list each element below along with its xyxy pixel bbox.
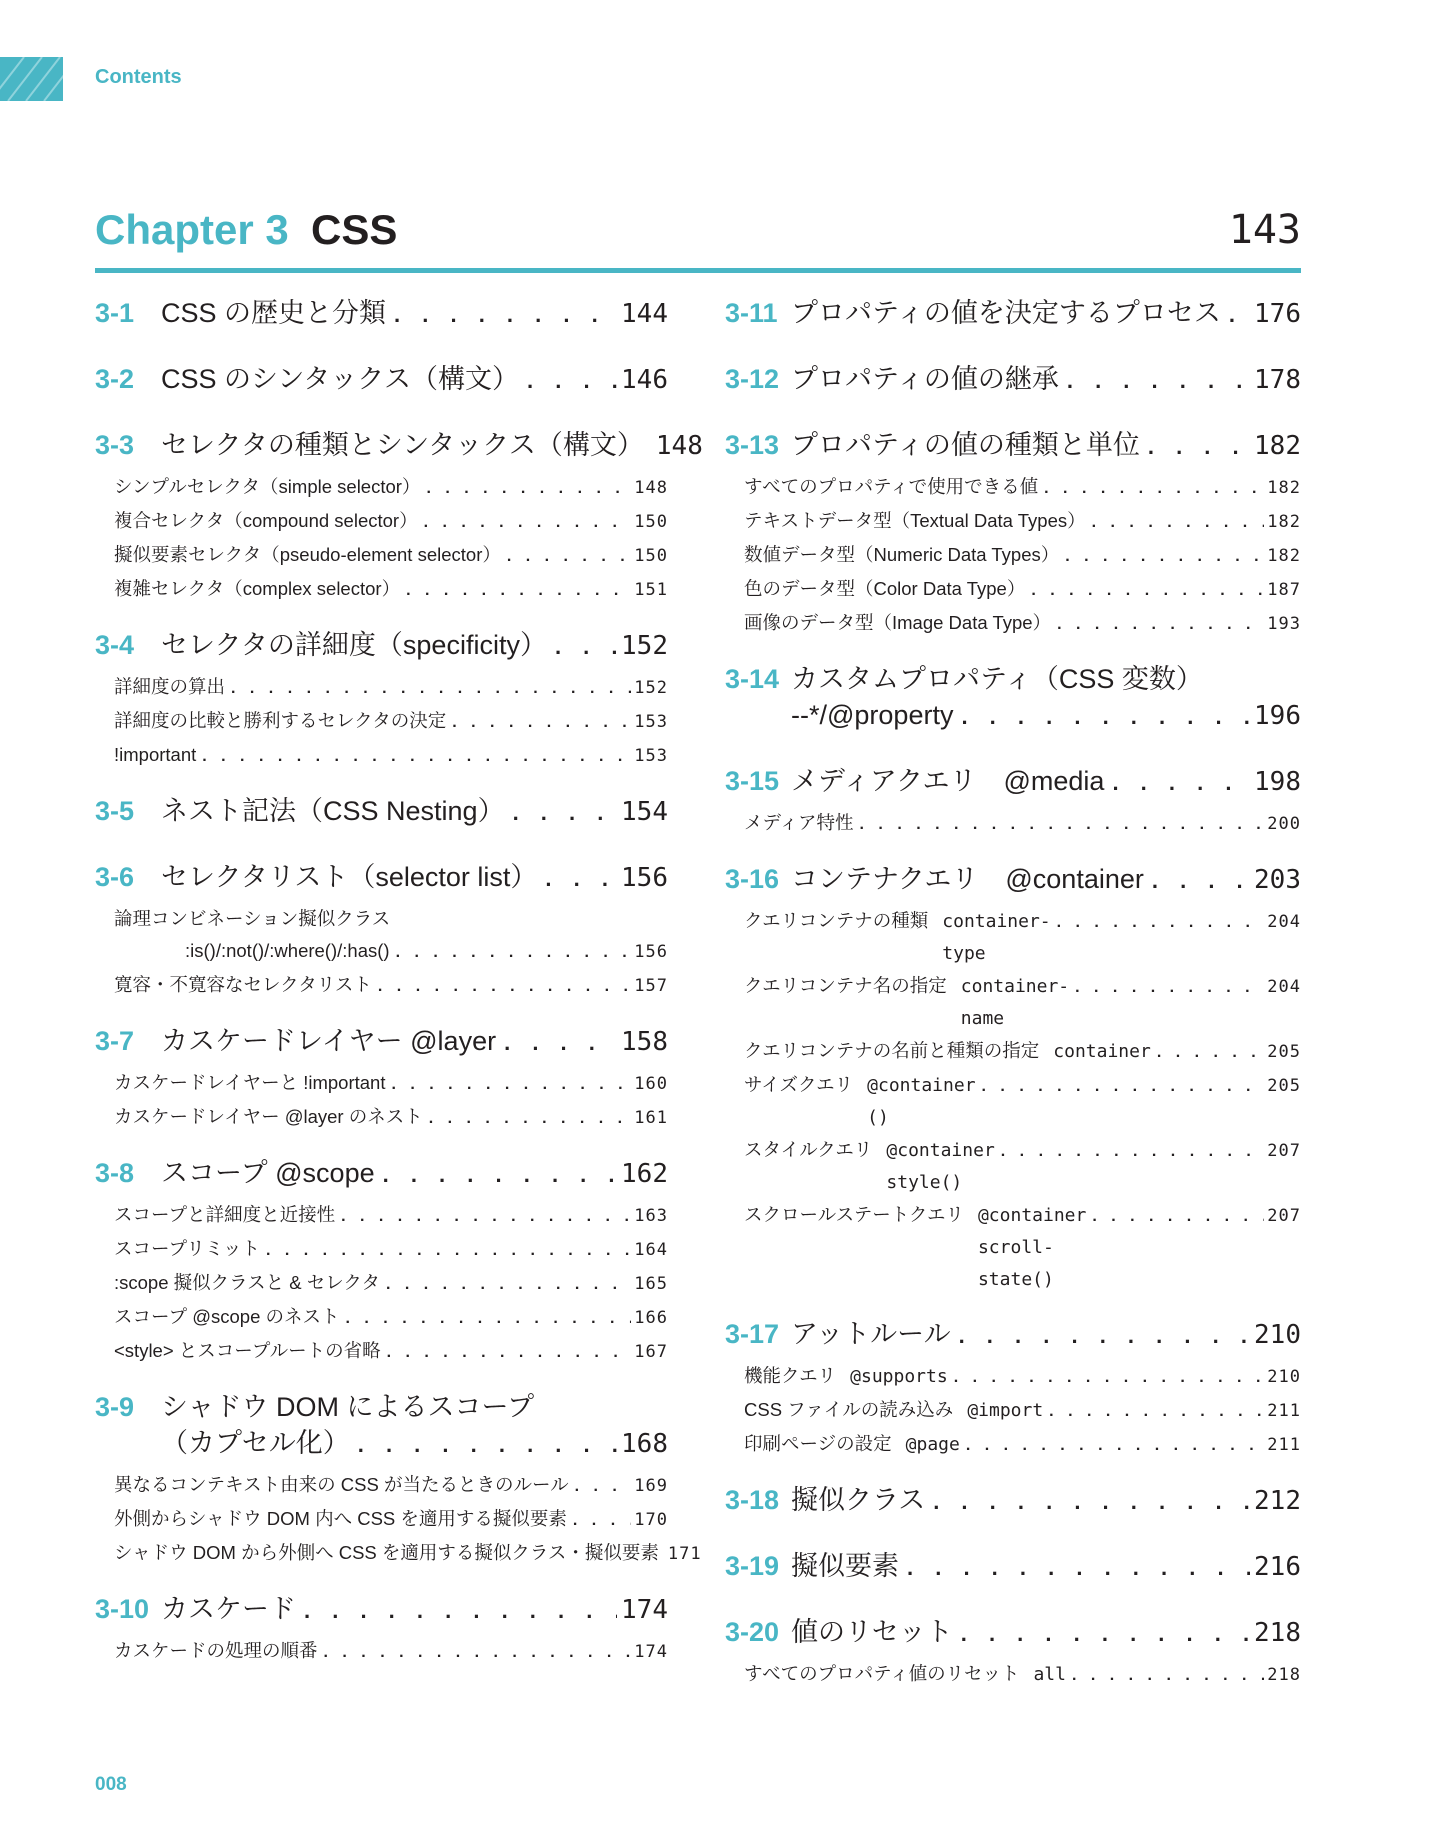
leader-dots xyxy=(954,1362,1265,1394)
subsection-title: スタイルクエリ xyxy=(744,1139,873,1160)
leader-dots xyxy=(933,1484,1250,1520)
toc-section-heading[interactable] xyxy=(95,793,668,831)
chapter-page: 143 xyxy=(1228,207,1301,253)
leader-dots xyxy=(1031,575,1264,607)
toc-section xyxy=(725,427,1301,641)
leader-dots xyxy=(907,1550,1250,1586)
section-page: 146 xyxy=(621,365,668,395)
subsection-title: CSS ファイルの読み込み xyxy=(744,1399,954,1420)
section-page: 162 xyxy=(621,1159,668,1189)
toc-section xyxy=(725,861,1301,1296)
section-title: アットルール xyxy=(791,1319,951,1349)
toc-section-heading[interactable] xyxy=(725,661,1301,697)
subsection-page: 169 xyxy=(634,1476,668,1496)
leader-dots xyxy=(346,1303,632,1335)
subsection-page: 170 xyxy=(634,1510,668,1530)
section-title: シャドウ DOM によるスコープ xyxy=(161,1392,535,1422)
subsection-title: スコープ @scope のネスト xyxy=(114,1306,340,1327)
section-page: 144 xyxy=(621,299,668,329)
leader-dots xyxy=(573,1505,631,1537)
toc-section xyxy=(725,1316,1301,1462)
toc-section-heading[interactable] xyxy=(95,1155,668,1193)
leader-dots xyxy=(1067,363,1250,399)
section-number: 3-1 xyxy=(95,298,135,328)
toc-subsection[interactable] xyxy=(95,573,668,607)
section-page: 203 xyxy=(1254,865,1301,895)
subsection-title: 寛容・不寛容なセレクタリスト xyxy=(114,974,372,995)
toc-section-heading[interactable] xyxy=(725,1548,1301,1586)
toc-section-heading[interactable] xyxy=(95,627,668,665)
toc-section-heading[interactable] xyxy=(725,763,1301,801)
section-title-continued: （カプセル化） xyxy=(161,1428,350,1458)
subsection-page: 182 xyxy=(1267,512,1301,532)
toc-subsection[interactable] xyxy=(725,539,1301,573)
toc-subsection[interactable] xyxy=(95,1267,668,1301)
leader-dots xyxy=(324,1637,632,1669)
section-title: コンテナクエリ @container xyxy=(791,864,1144,894)
subsection-page: 153 xyxy=(634,746,668,766)
section-page: 218 xyxy=(1254,1618,1301,1648)
leader-dots xyxy=(575,1471,632,1503)
toc-subsection[interactable] xyxy=(95,1233,668,1267)
toc-left-column xyxy=(95,295,703,1689)
section-number: 3-4 xyxy=(95,630,135,660)
section-page: 152 xyxy=(621,631,668,661)
toc-section-heading[interactable] xyxy=(725,361,1301,399)
section-page: 158 xyxy=(621,1027,668,1057)
toc-section-heading[interactable] xyxy=(725,1614,1301,1652)
subsection-page: 161 xyxy=(634,1108,668,1128)
toc-section xyxy=(95,627,668,773)
subsection-page: 205 xyxy=(1267,1076,1301,1096)
leader-dots xyxy=(424,507,632,539)
section-title: メディアクエリ @media xyxy=(791,766,1105,796)
toc-section xyxy=(95,361,668,399)
toc-section-heading[interactable] xyxy=(725,1316,1301,1354)
section-page: 196 xyxy=(1254,701,1301,731)
subsection-title: 印刷ページの設定 xyxy=(744,1433,892,1454)
subsection-title-continued: :is()/:not()/:where()/:has() xyxy=(185,940,390,961)
toc-subsection[interactable] xyxy=(725,1069,1301,1134)
leader-dots xyxy=(231,673,631,705)
running-head: Contents xyxy=(95,66,182,88)
toc-section-heading[interactable] xyxy=(95,1591,668,1629)
leader-dots xyxy=(1049,1396,1264,1428)
subsection-page: 152 xyxy=(634,678,668,698)
toc-section xyxy=(725,763,1301,841)
leader-dots xyxy=(1148,429,1250,465)
subsection-page: 174 xyxy=(634,1642,668,1662)
section-number: 3-6 xyxy=(95,862,135,892)
subsection-title: シンプルセレクタ（simple selector） xyxy=(114,476,421,497)
chapter-title: CSS xyxy=(311,206,398,253)
toc-subsection[interactable] xyxy=(95,1537,702,1571)
subsection-page: 160 xyxy=(634,1074,668,1094)
toc-section xyxy=(95,1023,668,1135)
corner-stripe-decoration xyxy=(0,57,63,101)
section-title: プロパティの値を決定するプロセス xyxy=(791,298,1221,328)
section-number: 3-10 xyxy=(95,1594,150,1624)
toc-subsection[interactable] xyxy=(95,1635,668,1669)
subsection-title: 詳細度の算出 xyxy=(114,676,226,697)
section-page: 212 xyxy=(1254,1486,1301,1516)
toc-subsection[interactable] xyxy=(95,1335,668,1369)
section-number: 3-14 xyxy=(725,664,780,694)
leader-dots xyxy=(429,1103,632,1135)
leader-dots xyxy=(1001,1136,1265,1168)
leader-dots xyxy=(341,1201,631,1233)
leader-dots xyxy=(386,1269,631,1301)
section-title: CSS の歴史と分類 xyxy=(161,298,387,328)
toc-section xyxy=(95,1389,702,1571)
toc-section-heading-cont[interactable] xyxy=(95,1425,668,1463)
section-number: 3-12 xyxy=(725,364,780,394)
subsection-page: 150 xyxy=(634,546,668,566)
toc-section-heading[interactable] xyxy=(725,427,1301,465)
subsection-page: 153 xyxy=(634,712,668,732)
toc-subsection[interactable] xyxy=(95,671,668,705)
subsection-title: カスケードの処理の順番 xyxy=(114,1640,318,1661)
subsection-page: 207 xyxy=(1267,1141,1301,1161)
section-title: 擬似要素 xyxy=(791,1551,899,1581)
section-title: CSS のシンタックス（構文） xyxy=(161,364,519,394)
toc-subsection[interactable] xyxy=(95,969,668,1003)
leader-dots xyxy=(391,1069,631,1101)
toc-subsection[interactable] xyxy=(725,1394,1301,1428)
toc-section xyxy=(95,295,668,333)
subsection-title: スクロールステートクエリ xyxy=(744,1204,964,1225)
toc-section xyxy=(725,1548,1301,1586)
toc-section-heading[interactable] xyxy=(725,861,1301,899)
section-number: 3-19 xyxy=(725,1551,780,1581)
leader-dots xyxy=(961,1616,1250,1652)
leader-dots xyxy=(513,795,617,831)
toc-section-heading[interactable] xyxy=(725,295,1301,333)
leader-dots xyxy=(1044,473,1264,505)
toc-subsection[interactable] xyxy=(725,905,1301,970)
section-number: 3-17 xyxy=(725,1319,780,1349)
page-folio: 008 xyxy=(95,1774,127,1795)
subsection-page: 205 xyxy=(1267,1042,1301,1062)
subsection-title: 機能クエリ xyxy=(744,1365,837,1386)
subsection-title: !important xyxy=(114,744,197,765)
leader-dots xyxy=(1065,541,1264,573)
subsection-page: 163 xyxy=(634,1206,668,1226)
subsection-page: 218 xyxy=(1267,1665,1301,1685)
toc-subsection[interactable] xyxy=(725,1134,1301,1199)
section-title: 擬似クラス xyxy=(791,1485,926,1515)
section-number: 3-11 xyxy=(725,298,778,328)
section-number: 3-2 xyxy=(95,364,135,394)
section-title-continued: --*/@property xyxy=(791,700,954,730)
toc-subsection-title[interactable]: 論理コンビネーション擬似クラス xyxy=(114,908,391,929)
leader-dots xyxy=(396,937,632,969)
toc-subsection[interactable] xyxy=(725,1658,1301,1692)
leader-dots xyxy=(452,707,631,739)
subsection-title: <style> とスコープルートの省略 xyxy=(114,1340,381,1361)
subsection-page: 151 xyxy=(634,580,668,600)
leader-dots xyxy=(1157,1037,1264,1069)
section-page: 176 xyxy=(1254,299,1301,329)
leader-dots xyxy=(545,861,617,897)
section-title: 値のリセット xyxy=(791,1617,953,1647)
toc-subsection[interactable] xyxy=(725,1360,1301,1394)
section-page: 216 xyxy=(1254,1552,1301,1582)
subsection-title: 複合セレクタ（compound selector） xyxy=(114,510,418,531)
section-title: セレクタの種類とシンタックス（構文） xyxy=(161,430,644,460)
leader-dots xyxy=(1229,297,1250,333)
leader-dots xyxy=(555,629,617,665)
subsection-page: 156 xyxy=(634,942,668,962)
leader-dots xyxy=(378,971,631,1003)
subsection-page: 167 xyxy=(634,1342,668,1362)
toc-subsection[interactable] xyxy=(95,1503,668,1537)
toc-subsection[interactable] xyxy=(725,1035,1301,1069)
subsection-title: メディア特性 xyxy=(744,812,854,833)
toc-section xyxy=(95,1155,668,1369)
leader-dots xyxy=(1092,507,1265,539)
subsection-page: 193 xyxy=(1267,614,1301,634)
leader-dots xyxy=(1092,1201,1264,1233)
leader-dots xyxy=(504,1025,617,1061)
subsection-page: 157 xyxy=(634,976,668,996)
subsection-page: 182 xyxy=(1267,478,1301,498)
subsection-page: 200 xyxy=(1267,814,1301,834)
subsection-title: すべてのプロパティ値のリセット xyxy=(744,1663,1020,1684)
leader-dots xyxy=(266,1235,631,1267)
subsection-title: スコープリミット xyxy=(114,1238,260,1259)
section-title: スコープ @scope xyxy=(161,1158,375,1188)
subsection-title: クエリコンテナ名の指定 xyxy=(744,975,947,996)
section-title: セレクタリスト（selector list） xyxy=(161,862,538,892)
subsection-title: サイズクエリ xyxy=(744,1074,854,1095)
section-number: 3-8 xyxy=(95,1158,135,1188)
subsection-title: 複雑セレクタ（complex selector） xyxy=(114,578,401,599)
toc-subsection[interactable] xyxy=(95,705,668,739)
leader-dots xyxy=(1057,907,1265,939)
toc-subsection[interactable] xyxy=(725,607,1301,641)
toc-section xyxy=(725,1482,1301,1520)
chapter-heading xyxy=(95,200,1301,273)
leader-dots xyxy=(1072,1660,1264,1692)
toc-subsection[interactable] xyxy=(725,1428,1301,1462)
leader-dots xyxy=(860,809,1265,841)
leader-dots xyxy=(966,1430,1264,1462)
section-number: 3-13 xyxy=(725,430,780,460)
section-number: 3-16 xyxy=(725,864,780,894)
toc-subsection[interactable] xyxy=(725,471,1301,505)
toc-section xyxy=(725,295,1301,333)
toc-section-heading[interactable] xyxy=(95,361,668,399)
subsection-code: container xyxy=(1053,1041,1151,1062)
subsection-code: container-name xyxy=(960,976,1070,1029)
leader-dots xyxy=(383,1157,617,1193)
subsection-title: すべてのプロパティで使用できる値 xyxy=(744,476,1039,497)
toc-section-heading[interactable] xyxy=(95,1023,668,1061)
toc-subsection[interactable] xyxy=(725,505,1301,539)
subsection-title: シャドウ DOM から外側へ CSS を適用する擬似クラス・擬似要素 xyxy=(114,1542,659,1563)
toc-section-heading[interactable] xyxy=(95,295,668,333)
subsection-code: container-type xyxy=(942,911,1051,964)
section-page: 168 xyxy=(621,1429,668,1459)
subsection-title: クエリコンテナの名前と種類の指定 xyxy=(744,1040,1040,1061)
toc-subsection[interactable] xyxy=(95,1067,668,1101)
toc-subsection[interactable] xyxy=(95,1301,668,1335)
chapter-label: Chapter 3 xyxy=(95,206,289,253)
subsection-title: カスケードレイヤー @layer のネスト xyxy=(114,1106,423,1127)
section-number: 3-7 xyxy=(95,1026,135,1056)
toc-section xyxy=(725,661,1301,735)
subsection-code: all xyxy=(1033,1664,1066,1685)
leader-dots xyxy=(982,1071,1265,1103)
subsection-page: 211 xyxy=(1267,1401,1301,1421)
subsection-title: 擬似要素セレクタ（pseudo-element selector） xyxy=(114,544,501,565)
subsection-page: 210 xyxy=(1267,1367,1301,1387)
toc-subsection[interactable] xyxy=(725,807,1301,841)
toc-section xyxy=(725,1614,1301,1692)
subsection-title: スコープと詳細度と近接性 xyxy=(114,1204,336,1225)
section-page: 198 xyxy=(1254,767,1301,797)
toc-section xyxy=(95,427,703,607)
subsection-title: 画像のデータ型（Image Data Type） xyxy=(744,612,1052,633)
section-page: 178 xyxy=(1254,365,1301,395)
section-page: 210 xyxy=(1254,1320,1301,1350)
section-number: 3-3 xyxy=(95,430,135,460)
section-page: 148 xyxy=(655,431,703,461)
toc-section xyxy=(725,361,1301,399)
toc-subsection[interactable] xyxy=(725,573,1301,607)
subsection-code: @import xyxy=(967,1400,1044,1421)
leader-dots xyxy=(527,363,617,399)
toc-section xyxy=(95,793,668,831)
subsection-title: 外側からシャドウ DOM 内へ CSS を適用する擬似要素 xyxy=(114,1508,567,1529)
section-number: 3-18 xyxy=(725,1485,780,1515)
toc-subsection[interactable] xyxy=(95,539,668,573)
toc-subsection[interactable] xyxy=(95,471,668,505)
leader-dots xyxy=(358,1427,617,1463)
leader-dots xyxy=(1057,609,1264,641)
subsection-title: クエリコンテナの種類 xyxy=(744,910,929,931)
leader-dots xyxy=(406,575,631,607)
section-number: 3-9 xyxy=(95,1392,135,1422)
leader-dots xyxy=(304,1593,617,1629)
toc-subsection[interactable] xyxy=(95,739,668,773)
subsection-page: 187 xyxy=(1267,580,1301,600)
subsection-code: @page xyxy=(905,1434,960,1455)
section-page: 174 xyxy=(621,1595,668,1625)
subsection-title: テキストデータ型（Textual Data Types） xyxy=(744,510,1086,531)
section-title: カスケードレイヤー @layer xyxy=(161,1026,497,1056)
subsection-code: @container style() xyxy=(886,1140,995,1193)
toc-right-column xyxy=(725,295,1301,1712)
leader-dots xyxy=(961,699,1250,735)
section-title: プロパティの値の継承 xyxy=(791,364,1059,394)
toc-section-heading[interactable] xyxy=(725,1482,1301,1520)
toc-subsection[interactable] xyxy=(725,1199,1301,1296)
leader-dots xyxy=(426,473,631,505)
toc-subsection[interactable] xyxy=(95,1101,668,1135)
toc-section xyxy=(95,859,668,1003)
leader-dots xyxy=(387,1337,632,1369)
section-title: セレクタの詳細度（specificity） xyxy=(161,630,547,660)
toc-subsection[interactable] xyxy=(95,935,668,969)
subsection-page: 148 xyxy=(634,478,668,498)
toc-subsection[interactable] xyxy=(95,1199,668,1233)
toc-subsection[interactable] xyxy=(725,970,1301,1035)
section-title: プロパティの値の種類と単位 xyxy=(791,430,1140,460)
leader-dots xyxy=(394,297,617,333)
subsection-title: 数値データ型（Numeric Data Types） xyxy=(744,544,1060,565)
section-title: ネスト記法（CSS Nesting） xyxy=(161,796,505,826)
toc-section-heading[interactable] xyxy=(95,427,703,465)
leader-dots xyxy=(1075,972,1264,1004)
subsection-page: 207 xyxy=(1267,1206,1301,1226)
subsection-page: 204 xyxy=(1267,912,1301,932)
subsection-code: @container scroll-state() xyxy=(977,1205,1087,1290)
toc-subsection[interactable] xyxy=(95,505,668,539)
section-number: 3-15 xyxy=(725,766,780,796)
subsection-page: 166 xyxy=(634,1308,668,1328)
section-number: 3-20 xyxy=(725,1617,780,1647)
toc-section-heading[interactable] xyxy=(95,859,668,897)
toc-section-heading[interactable] xyxy=(95,1389,668,1425)
subsection-code: @supports xyxy=(850,1366,948,1387)
section-number: 3-5 xyxy=(95,796,135,826)
subsection-page: 171 xyxy=(667,1544,702,1564)
subsection-page: 164 xyxy=(634,1240,668,1260)
subsection-title: 異なるコンテキスト由来の CSS が当たるときのルール xyxy=(114,1474,569,1495)
section-page: 156 xyxy=(621,863,668,893)
section-page: 154 xyxy=(621,797,668,827)
subsection-title: 色のデータ型（Color Data Type） xyxy=(744,578,1026,599)
subsection-code: @container () xyxy=(867,1075,976,1128)
subsection-title: カスケードレイヤーと !important xyxy=(114,1072,386,1093)
subsection-page: 204 xyxy=(1267,977,1301,997)
leader-dots xyxy=(1112,765,1250,801)
toc-subsection[interactable] xyxy=(95,1469,668,1503)
subsection-title: :scope 擬似クラスと & セレクタ xyxy=(114,1272,380,1293)
leader-dots xyxy=(507,541,631,573)
toc-section-heading-cont[interactable] xyxy=(725,697,1301,735)
section-title: カスケード xyxy=(161,1594,296,1624)
toc-section xyxy=(95,1591,668,1669)
leader-dots xyxy=(1152,863,1250,899)
section-title: カスタムプロパティ（CSS 変数） xyxy=(791,664,1203,694)
section-page: 182 xyxy=(1254,431,1301,461)
subsection-title: 詳細度の比較と勝利するセレクタの決定 xyxy=(114,710,447,731)
subsection-page: 150 xyxy=(634,512,668,532)
subsection-page: 165 xyxy=(634,1274,668,1294)
subsection-page: 182 xyxy=(1267,546,1301,566)
leader-dots xyxy=(959,1318,1250,1354)
leader-dots xyxy=(202,741,631,773)
subsection-page: 211 xyxy=(1267,1435,1301,1455)
